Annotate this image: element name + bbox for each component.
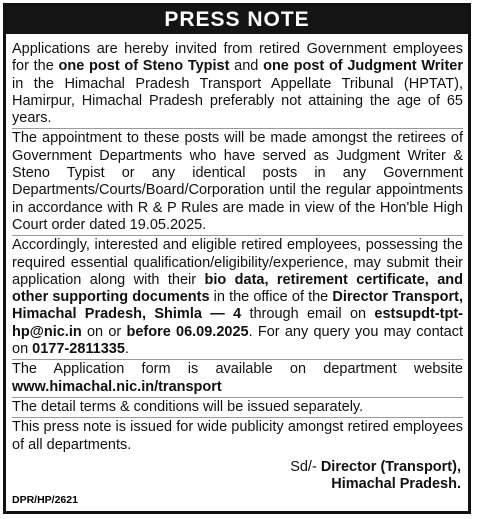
signature-block	[12, 459, 463, 494]
signature-line-2	[12, 476, 461, 494]
text: in the office of the	[209, 289, 333, 306]
text: Applications are hereby invited from retired Government employees for the	[12, 41, 463, 75]
office-address: Director Transport, Himachal Pradesh, Shimla — 4	[12, 289, 463, 323]
paragraph-terms: The detail terms & conditions will be issued separately.	[12, 397, 463, 416]
press-note-title: PRESS NOTE	[6, 6, 468, 34]
required-documents: bio data, retirement certificate, and other supporting documents	[12, 271, 463, 306]
text: on or	[81, 323, 127, 340]
press-note	[3, 3, 471, 514]
signature-state: Himachal Pradesh.	[331, 476, 461, 493]
text: through email on	[241, 306, 375, 323]
website-url: www.himachal.nic.in/transport	[12, 378, 222, 395]
text: The Application form is available on department website	[12, 361, 463, 378]
text: Accordingly, interested and eligible retired employees, possessing the required essential qualification/eligibility/experience, may submit their application along with their	[12, 237, 463, 288]
text: and	[229, 58, 264, 75]
paragraph-invitation	[12, 41, 463, 127]
post-judgment-writer: one post of Judgment Writer	[263, 58, 463, 75]
text: in the Himachal Pradesh Transport Appellate Tribunal (HPTAT), Hamirpur, Himachal Pradesh preferably not attaining the age of 65 years.	[12, 75, 463, 127]
press-note-body	[6, 34, 468, 494]
text: .	[124, 341, 129, 358]
post-steno-typist: one post of Steno Typist	[58, 58, 230, 75]
reference-number: DPR/HP/2621	[12, 494, 78, 506]
paragraph-application	[12, 235, 463, 358]
contact-phone: 0177-2811335	[32, 341, 125, 358]
paragraph-publicity: This press note is issued for wide publicity amongst retired employees of all departments.	[12, 419, 463, 453]
paragraph-appointment: The appointment to these posts will be made amongst the retirees of Government Departments who have served as Judgment Writer & Steno Typist or any identical posts in any Government Departments/Courts/Board/Corporation until the regular appointments in accordance with R & P Rules are made in view of the Hon'ble High Court order dated 19.05.2025.	[12, 130, 463, 233]
signature-line-1	[12, 459, 461, 477]
email-address: estsupdt-tpt-hp@nic.in	[12, 306, 463, 340]
text: . For any query you may contact on	[12, 323, 464, 358]
deadline-date: before 06.09.2025	[126, 323, 249, 340]
paragraph-website	[12, 359, 463, 396]
signature-prefix: Sd/-	[290, 458, 321, 475]
signature-designation: Director (Transport),	[320, 458, 461, 475]
